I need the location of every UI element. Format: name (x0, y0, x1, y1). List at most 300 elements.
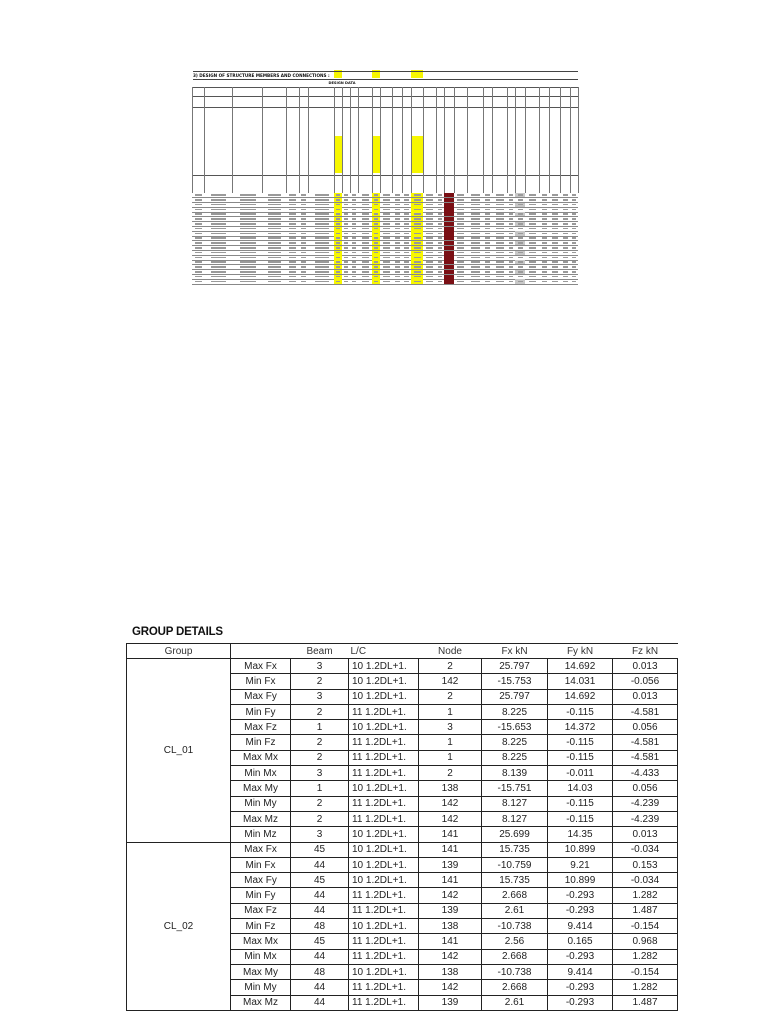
sheet-cell (358, 231, 372, 235)
sheet-cell (392, 255, 402, 259)
fx-cell: 2.61 (482, 903, 548, 918)
sheet-cell-text (211, 237, 226, 239)
sheet-cell-text (563, 276, 569, 278)
sheet-cell-text (529, 266, 537, 268)
sheet-cell-text (374, 276, 378, 278)
sheet-cell-text (395, 271, 401, 273)
sheet-cell (483, 260, 492, 264)
sheet-cell-text (414, 237, 421, 239)
sheet-cell-text (426, 199, 433, 201)
sheet-cell-text (315, 237, 329, 239)
sheet-cell-text (352, 194, 356, 196)
sheet-cell-text (496, 276, 504, 278)
sheet-cell-text (572, 199, 576, 201)
extremum-cell: Min My (231, 796, 291, 811)
sheet-cell-text (426, 194, 433, 196)
sheet-cell-text (552, 261, 558, 263)
sheet-cell-text (457, 209, 464, 211)
sheet-cell-text (529, 204, 537, 206)
sheet-cell-text (552, 266, 558, 268)
sheet-subtitle: DESIGN DATA (328, 81, 356, 85)
sheet-cell (467, 198, 483, 202)
sheet-cell-text (552, 204, 558, 206)
load-case-cell: 11 1.2DL+1. (349, 750, 419, 765)
sheet-cell-text (344, 228, 348, 230)
sheet-cell (525, 275, 539, 279)
sheet-cell (334, 279, 342, 283)
sheet-cell (192, 251, 204, 255)
sheet-cell-text (509, 257, 513, 259)
sheet-cell-text (496, 213, 504, 215)
sheet-cell-text (352, 247, 356, 249)
sheet-cell-text (315, 281, 329, 283)
sheet-cell-text (563, 261, 569, 263)
sheet-cell (372, 231, 380, 235)
sheet-cell (232, 193, 262, 197)
sheet-cell (436, 236, 444, 240)
sheet-cell-text (301, 213, 306, 215)
sheet-cell (515, 251, 525, 255)
sheet-cell (232, 251, 262, 255)
sheet-cell (392, 260, 402, 264)
sheet-cell-text (542, 261, 548, 263)
sheet-cell-text (572, 252, 576, 254)
sheet-cell-text (496, 247, 504, 249)
sheet-cell (467, 246, 483, 250)
sheet-cell (515, 227, 525, 231)
sheet-cell (539, 217, 549, 221)
sheet-cell-text (374, 233, 378, 235)
sheet-cell-text (552, 213, 558, 215)
sheet-cell (525, 203, 539, 207)
sheet-cell (342, 217, 350, 221)
sheet-cell (262, 203, 286, 207)
sheet-cell-text (426, 261, 433, 263)
sheet-gridline (444, 87, 445, 193)
sheet-cell-text (457, 233, 464, 235)
sheet-cell (560, 227, 570, 231)
sheet-cell-text (529, 257, 537, 259)
sheet-cell (350, 231, 358, 235)
sheet-cell (483, 207, 492, 211)
sheet-cell (423, 246, 436, 250)
sheet-cell (467, 260, 483, 264)
sheet-cell-text (496, 257, 504, 259)
sheet-cell-text (496, 237, 504, 239)
load-case-cell: 11 1.2DL+1. (349, 995, 419, 1010)
sheet-cell (483, 227, 492, 231)
sheet-cell (192, 198, 204, 202)
sheet-cell-text (518, 218, 524, 220)
sheet-cell (232, 231, 262, 235)
sheet-cell (444, 251, 454, 255)
sheet-cell-text (374, 281, 378, 283)
beam-cell: 2 (291, 796, 349, 811)
sheet-cell (380, 265, 392, 269)
sheet-cell-text (485, 223, 490, 225)
sheet-cell (299, 265, 308, 269)
sheet-cell (549, 236, 560, 240)
sheet-cell (308, 212, 334, 216)
sheet-cell (467, 241, 483, 245)
fy-cell: 14.35 (548, 827, 613, 842)
sheet-cell (358, 279, 372, 283)
sheet-cell-text (509, 237, 513, 239)
sheet-cell-text (572, 276, 576, 278)
sheet-cell-text (404, 237, 409, 239)
sheet-cell (423, 236, 436, 240)
sheet-cell (380, 217, 392, 221)
sheet-cell (204, 275, 232, 279)
sheet-cell-text (529, 261, 537, 263)
sheet-cell-text (485, 233, 490, 235)
sheet-cell (358, 241, 372, 245)
sheet-cell-text (572, 281, 576, 283)
sheet-cell (539, 260, 549, 264)
sheet-cell (392, 198, 402, 202)
sheet-cell (358, 251, 372, 255)
sheet-cell-text (414, 271, 421, 273)
sheet-cell-text (268, 252, 281, 254)
sheet-cell-text (572, 213, 576, 215)
load-case-cell: 11 1.2DL+1. (349, 934, 419, 949)
sheet-cell (454, 222, 467, 226)
sheet-cell-text (404, 194, 409, 196)
sheet-cell-text (395, 276, 401, 278)
sheet-cell-text (383, 261, 390, 263)
sheet-cell (515, 207, 525, 211)
fx-cell: -10.759 (482, 857, 548, 872)
sheet-cell (560, 203, 570, 207)
sheet-cell (467, 275, 483, 279)
sheet-cell-text (518, 266, 524, 268)
sheet-cell (454, 203, 467, 207)
sheet-cell-text (457, 194, 464, 196)
sheet-cell-text (404, 266, 409, 268)
beam-cell: 3 (291, 659, 349, 674)
sheet-cell (350, 255, 358, 259)
sheet-cell (358, 207, 372, 211)
sheet-cell (515, 203, 525, 207)
sheet-cell (232, 260, 262, 264)
sheet-cell-text (268, 218, 281, 220)
fy-cell: 9.21 (548, 857, 613, 872)
sheet-cell-text (362, 266, 370, 268)
sheet-cell (392, 217, 402, 221)
sheet-cell (570, 275, 578, 279)
sheet-cell-text (383, 213, 390, 215)
sheet-cell (436, 207, 444, 211)
col-header-extremum (231, 644, 291, 659)
sheet-cell (507, 217, 515, 221)
extremum-cell: Max Fx (231, 842, 291, 857)
sheet-cell-text (529, 194, 537, 196)
sheet-cell-text (552, 281, 558, 283)
sheet-cell-text (438, 266, 442, 268)
sheet-cell-text (383, 223, 390, 225)
sheet-cell-text (496, 223, 504, 225)
sheet-cell (539, 236, 549, 240)
sheet-cell (444, 231, 454, 235)
extremum-cell: Min Fy (231, 704, 291, 719)
sheet-cell-text (301, 228, 306, 230)
sheet-gridline (515, 87, 516, 193)
sheet-cell-text (471, 242, 480, 244)
sheet-cell-text (395, 247, 401, 249)
sheet-cell (507, 207, 515, 211)
sheet-cell (539, 270, 549, 274)
sheet-cell-text (572, 228, 576, 230)
sheet-cell-text (509, 252, 513, 254)
sheet-cell (350, 246, 358, 250)
sheet-cell-text (426, 247, 433, 249)
sheet-cell-text (471, 223, 480, 225)
sheet-cell-text (395, 218, 401, 220)
sheet-cell-text (301, 194, 306, 196)
sheet-cell-text (471, 218, 480, 220)
sheet-cell (192, 231, 204, 235)
sheet-cell-text (336, 271, 340, 273)
sheet-cell (411, 227, 423, 231)
sheet-cell-text (289, 223, 296, 225)
node-cell: 142 (419, 980, 482, 995)
col-header-fz: Fz kN (613, 644, 678, 659)
sheet-cell-text (563, 233, 569, 235)
sheet-gridline (411, 87, 412, 193)
sheet-cell (411, 198, 423, 202)
sheet-cell-text (542, 276, 548, 278)
sheet-cell (380, 279, 392, 283)
sheet-cell (570, 270, 578, 274)
sheet-cell-text (471, 194, 480, 196)
sheet-cell (436, 279, 444, 283)
sheet-cell (192, 246, 204, 250)
sheet-cell-text (426, 209, 433, 211)
sheet-cell (467, 270, 483, 274)
sheet-cell-text (352, 281, 356, 283)
sheet-title: 3) DESIGN OF STRUCTURE MEMBERS AND CONNECTIONS : (193, 71, 578, 80)
sheet-cell (192, 275, 204, 279)
sheet-cell-text (552, 199, 558, 201)
sheet-cell (342, 255, 350, 259)
sheet-cell-text (485, 204, 490, 206)
sheet-cell (392, 212, 402, 216)
sheet-cell (560, 222, 570, 226)
sheet-cell (358, 260, 372, 264)
sheet-cell-text (268, 194, 281, 196)
extremum-cell: Max My (231, 781, 291, 796)
sheet-cell (350, 275, 358, 279)
sheet-cell-text (496, 252, 504, 254)
extremum-cell: Max Fx (231, 659, 291, 674)
sheet-cell-text (552, 276, 558, 278)
sheet-cell (483, 217, 492, 221)
sheet-cell-text (211, 228, 226, 230)
sheet-cell (358, 265, 372, 269)
sheet-cell (372, 260, 380, 264)
sheet-cell (308, 260, 334, 264)
sheet-cell (262, 193, 286, 197)
sheet-cell-text (518, 281, 524, 283)
sheet-cell-text (404, 271, 409, 273)
sheet-cell-text (542, 228, 548, 230)
sheet-cell (560, 270, 570, 274)
sheet-cell-text (414, 266, 421, 268)
sheet-cell (232, 217, 262, 221)
sheet-cell-text (496, 271, 504, 273)
sheet-cell (204, 217, 232, 221)
sheet-cell-text (336, 204, 340, 206)
fx-cell: 25.699 (482, 827, 548, 842)
sheet-cell (423, 260, 436, 264)
sheet-gridline (350, 87, 351, 193)
sheet-cell-text (362, 233, 370, 235)
sheet-cell (232, 222, 262, 226)
sheet-cell (423, 212, 436, 216)
sheet-cell-text (471, 213, 480, 215)
sheet-cell (204, 193, 232, 197)
sheet-cell-text (383, 233, 390, 235)
sheet-cell (444, 198, 454, 202)
sheet-cell-text (457, 252, 464, 254)
sheet-cell (262, 222, 286, 226)
sheet-gridline (483, 87, 484, 193)
sheet-cell (232, 227, 262, 231)
sheet-cell-text (572, 209, 576, 211)
sheet-cell (507, 246, 515, 250)
beam-cell: 1 (291, 720, 349, 735)
sheet-cell (570, 241, 578, 245)
sheet-cell-text (471, 233, 480, 235)
sheet-cell (192, 260, 204, 264)
sheet-cell-text (518, 276, 524, 278)
sheet-cell (483, 236, 492, 240)
sheet-cell-text (404, 233, 409, 235)
sheet-cell (539, 227, 549, 231)
sheet-cell-text (471, 199, 480, 201)
sheet-cell-text (315, 194, 329, 196)
sheet-cell-text (404, 223, 409, 225)
extremum-cell: Max Mx (231, 750, 291, 765)
load-case-cell: 11 1.2DL+1. (349, 949, 419, 964)
sheet-cell (539, 275, 549, 279)
sheet-cell (342, 203, 350, 207)
sheet-cell (372, 203, 380, 207)
sheet-cell (380, 236, 392, 240)
sheet-cell (507, 193, 515, 197)
sheet-cell (436, 222, 444, 226)
sheet-cell (570, 279, 578, 283)
sheet-cell-text (374, 213, 378, 215)
sheet-cell (350, 217, 358, 221)
sheet-cell-text (404, 281, 409, 283)
sheet-cell (539, 241, 549, 245)
sheet-cell (423, 203, 436, 207)
sheet-cell-text (383, 266, 390, 268)
sheet-cell (454, 241, 467, 245)
sheet-cell-text (426, 266, 433, 268)
sheet-gridline (286, 87, 287, 193)
sheet-cell (232, 246, 262, 250)
sheet-cell (358, 222, 372, 226)
sheet-cell (380, 193, 392, 197)
sheet-cell-text (289, 233, 296, 235)
fy-cell: 9.414 (548, 964, 613, 979)
sheet-cell-text (195, 228, 202, 230)
col-header-lc: L/C (349, 644, 419, 659)
sheet-cell-text (289, 242, 296, 244)
sheet-cell-text (395, 281, 401, 283)
sheet-cell (549, 193, 560, 197)
sheet-cell (436, 260, 444, 264)
sheet-cell (507, 231, 515, 235)
sheet-cell (372, 251, 380, 255)
sheet-cell-text (383, 247, 390, 249)
sheet-cell (467, 207, 483, 211)
sheet-cell-text (195, 213, 202, 215)
fy-cell: -0.293 (548, 980, 613, 995)
sheet-cell (232, 265, 262, 269)
sheet-cell-text (211, 247, 226, 249)
sheet-cell (492, 217, 507, 221)
sheet-gridline (232, 87, 233, 193)
fy-cell: -0.293 (548, 949, 613, 964)
sheet-highlight (411, 136, 423, 173)
sheet-cell (560, 275, 570, 279)
sheet-cell (392, 279, 402, 283)
sheet-cell-text (352, 276, 356, 278)
sheet-cell (515, 265, 525, 269)
sheet-cell-text (529, 276, 537, 278)
sheet-cell (507, 203, 515, 207)
sheet-cell-text (496, 199, 504, 201)
sheet-cell-text (336, 247, 340, 249)
sheet-cell-text (344, 242, 348, 244)
sheet-cell-text (352, 266, 356, 268)
sheet-cell-text (518, 261, 524, 263)
sheet-cell-text (195, 242, 202, 244)
sheet-cell (515, 198, 525, 202)
sheet-cell-text (362, 223, 370, 225)
sheet-gridline (423, 87, 424, 193)
sheet-cell-text (211, 218, 226, 220)
sheet-cell (204, 279, 232, 283)
sheet-cell (308, 198, 334, 202)
sheet-cell-text (336, 261, 340, 263)
sheet-cell-text (383, 194, 390, 196)
sheet-cell (286, 251, 299, 255)
fy-cell: 14.692 (548, 689, 613, 704)
sheet-cell (350, 236, 358, 240)
sheet-gridline (308, 87, 309, 193)
sheet-cell-text (438, 199, 442, 201)
load-case-cell: 10 1.2DL+1. (349, 659, 419, 674)
sheet-cell (436, 203, 444, 207)
sheet-cell-text (457, 257, 464, 259)
node-cell: 138 (419, 964, 482, 979)
sheet-cell (192, 279, 204, 283)
sheet-cell (392, 241, 402, 245)
sheet-cell (560, 241, 570, 245)
node-cell: 139 (419, 857, 482, 872)
fx-cell: 2.61 (482, 995, 548, 1010)
sheet-cell (380, 198, 392, 202)
sheet-cell (539, 207, 549, 211)
sheet-cell-text (240, 233, 257, 235)
sheet-cell-text (315, 199, 329, 201)
fy-cell: 14.03 (548, 781, 613, 796)
sheet-cell (492, 270, 507, 274)
